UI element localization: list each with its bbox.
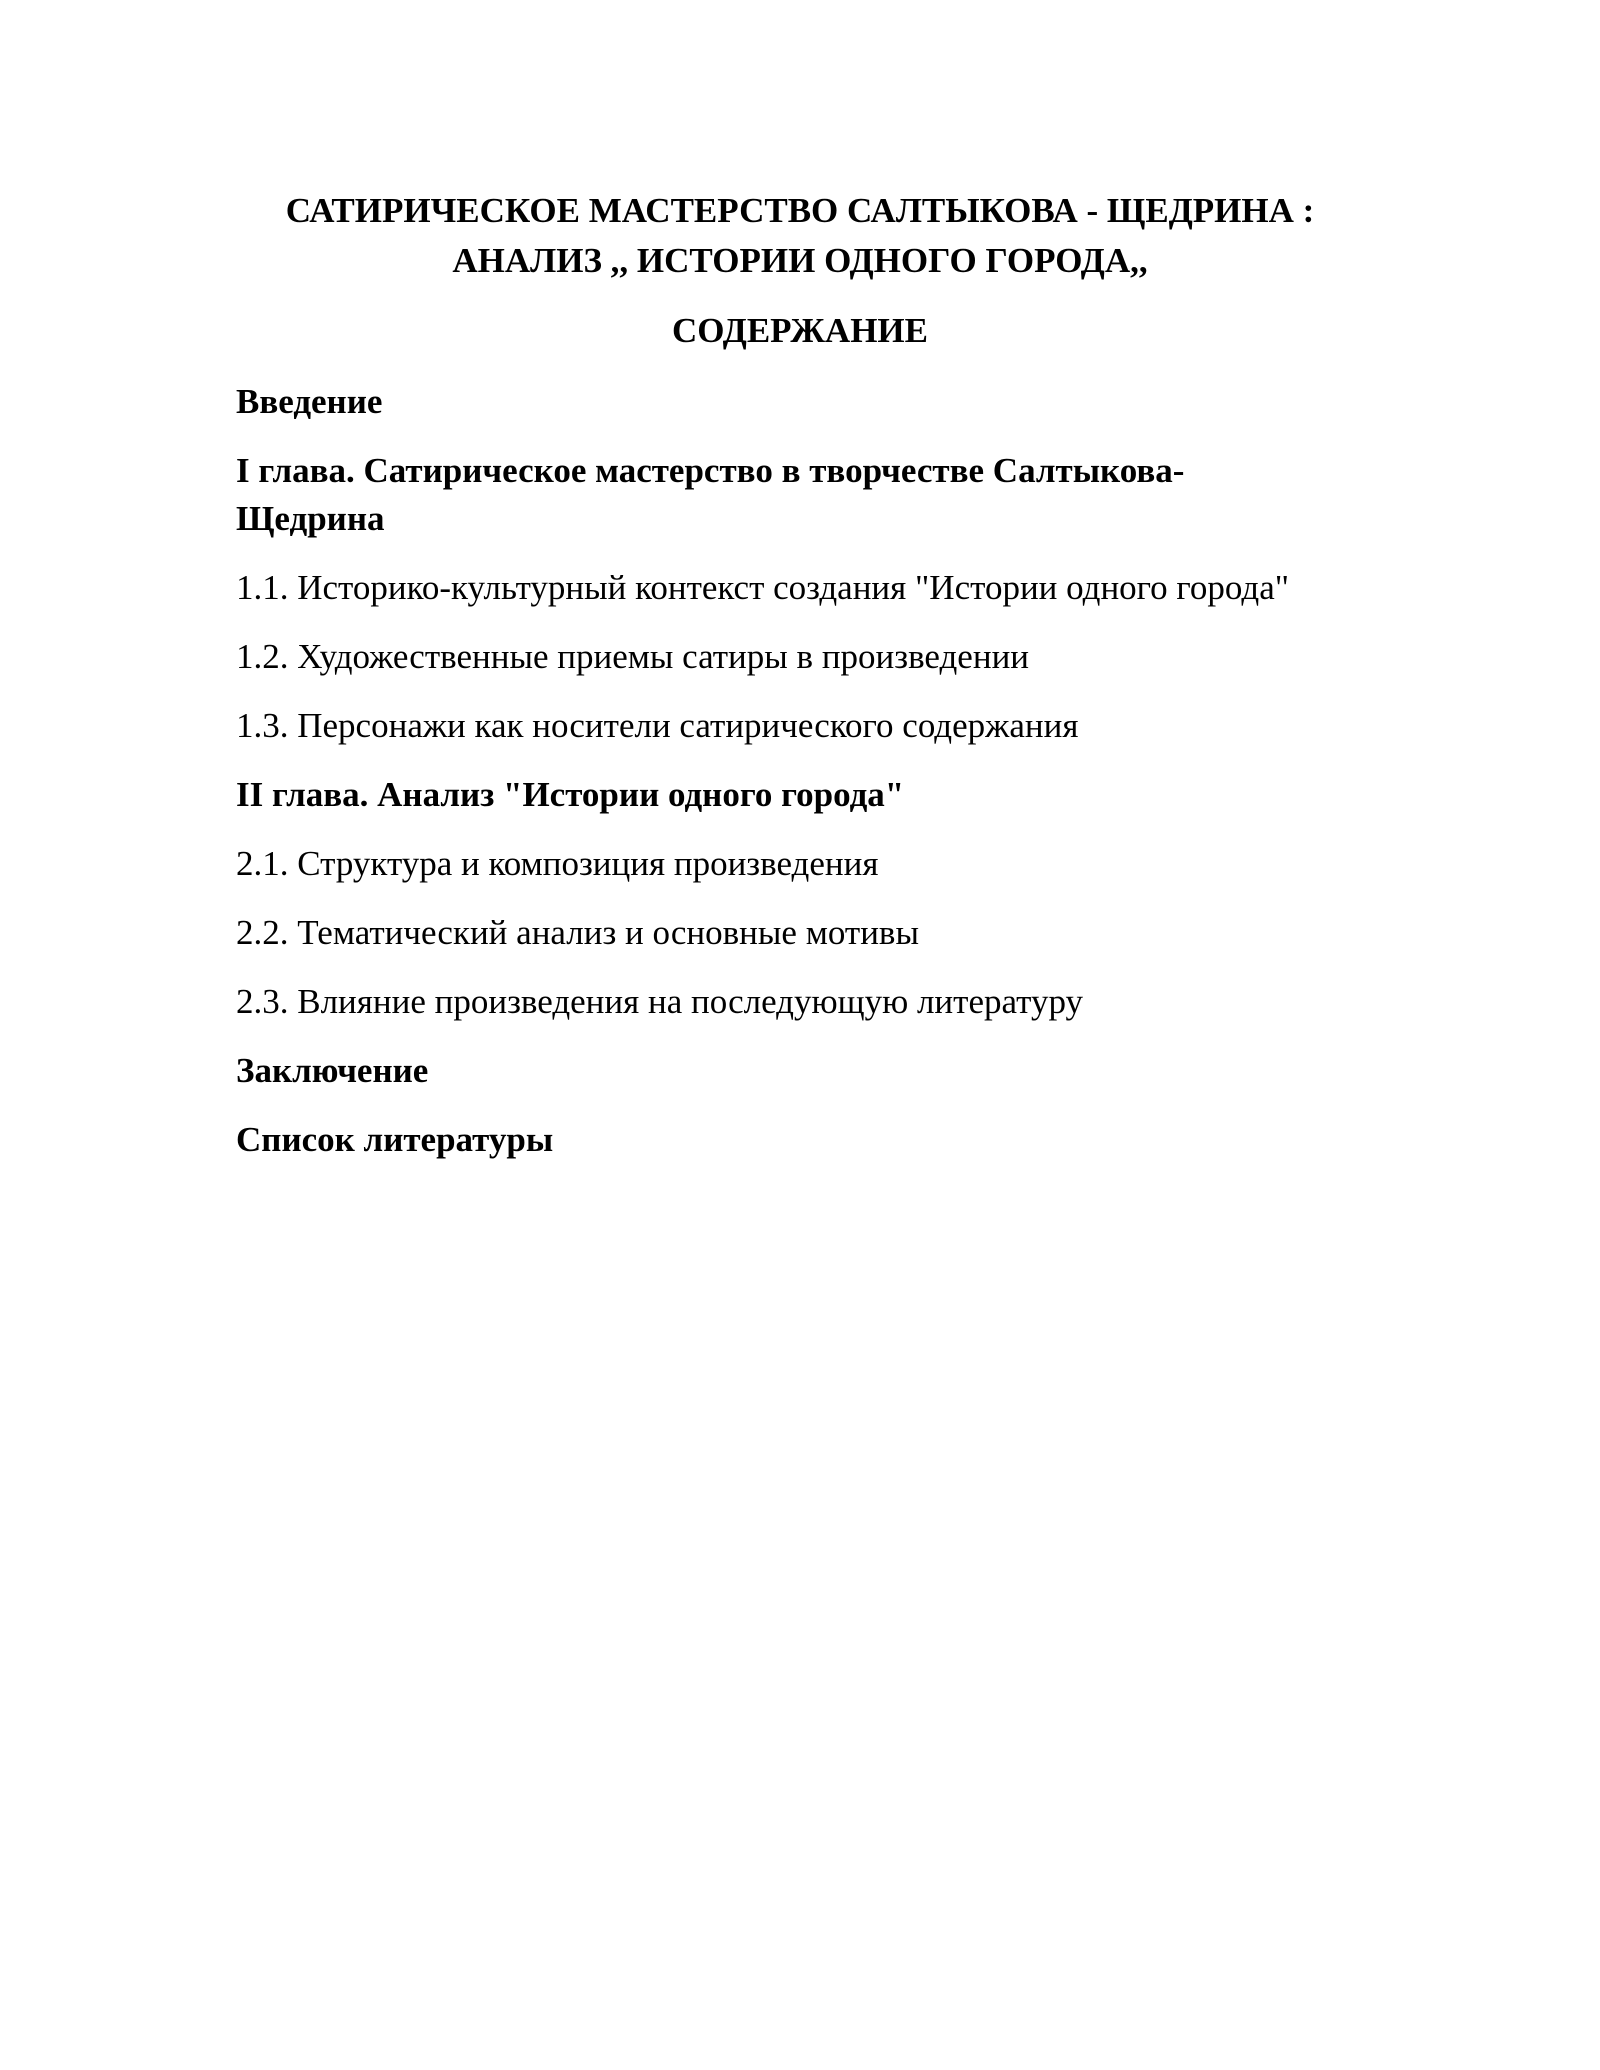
document-content xyxy=(236,186,1364,1185)
toc-item-chapter-2: II глава. Анализ "Истории одного города" xyxy=(236,775,905,814)
contents-heading: СОДЕРЖАНИЕ xyxy=(671,311,928,350)
toc-item-section-1-3: 1.3. Персонажи как носители сатирического содержания xyxy=(236,706,1079,745)
toc-item-introduction: Введение xyxy=(236,382,383,421)
table-of-contents xyxy=(236,378,1364,1164)
toc-item-conclusion: Заключение xyxy=(236,1051,429,1090)
title-line-1: САТИРИЧЕСКОЕ МАСТЕРСТВО САЛТЫКОВА - ЩЕДРИНА : xyxy=(285,191,1315,230)
toc-item-section-2-3: 2.3. Влияние произведения на последующую литературу xyxy=(236,982,1083,1021)
document-title xyxy=(236,186,1364,286)
toc-item-section-2-1: 2.1. Структура и композиция произведения xyxy=(236,844,879,883)
toc-item-bibliography: Список литературы xyxy=(236,1120,554,1159)
toc-item-section-1-2: 1.2. Художественные приемы сатиры в произведении xyxy=(236,637,1030,676)
toc-item-section-1-1: 1.1. Историко-культурный контекст создания "Истории одного города" xyxy=(236,568,1290,607)
toc-item-section-2-2: 2.2. Тематический анализ и основные мотивы xyxy=(236,913,919,952)
toc-item-chapter-1: I глава. Сатирическое мастерство в творчестве Салтыкова-Щедрина xyxy=(236,451,1185,538)
title-line-2: АНАЛИЗ ,, ИСТОРИИ ОДНОГО ГОРОДА,, xyxy=(452,241,1148,280)
